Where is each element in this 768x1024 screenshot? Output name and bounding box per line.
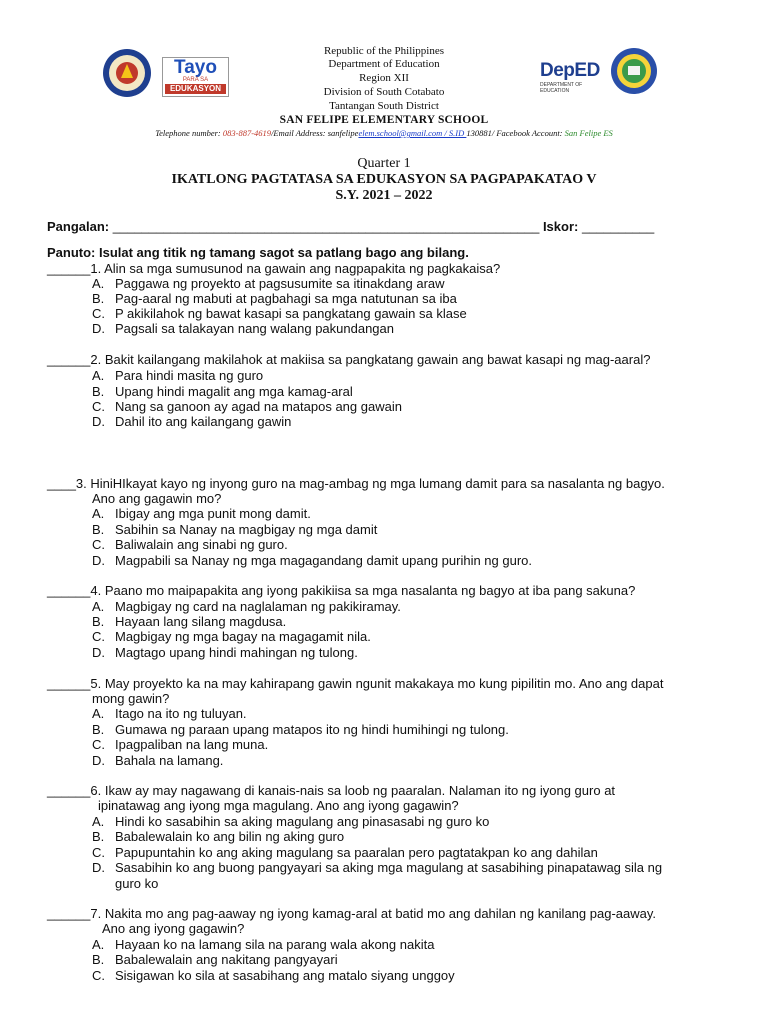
email-label: /Email Address: — [271, 128, 328, 138]
option-text: Magtago upang hindi mahingan ng tulong. — [115, 645, 358, 660]
option-letter: B. — [92, 722, 105, 737]
tayo-logo-text: Tayo — [174, 57, 217, 78]
option-letter: A. — [92, 368, 105, 383]
option-letter: D. — [92, 321, 105, 336]
option-letter: D. — [92, 860, 105, 875]
option-text: Nang sa ganoon ay agad na matapos ang gawain — [115, 399, 402, 414]
question-1: ______1. Alin sa mga sumusunod na gawain ang nagpapakita ng pagkakaisa? — [47, 261, 501, 276]
option-text: Ipagpaliban na lang muna. — [115, 737, 269, 752]
score-blank[interactable]: __________ — [581, 219, 655, 234]
telephone-number: 083-887-4619 — [222, 128, 272, 138]
q2-option-b[interactable] — [92, 384, 353, 399]
option-letter: D. — [92, 553, 105, 568]
email-prefix: sanfelipe — [327, 128, 359, 138]
option-text: P akikilahok ng bawat kasapi sa pangkatang gawain sa klase — [115, 306, 467, 321]
option-letter: C. — [92, 845, 105, 860]
question-6-continued: ipinatawag ang iyong mga magulang. Ano ang iyong gagawin? — [98, 798, 459, 813]
q4-option-d[interactable] — [92, 645, 358, 660]
option-letter: B. — [92, 384, 105, 399]
q2-option-d[interactable] — [92, 414, 291, 429]
question-7-continued: Ano ang iyong gagawin? — [102, 921, 245, 936]
school-year: S.Y. 2021 – 2022 — [335, 188, 433, 203]
option-letter: A. — [92, 506, 105, 521]
header-region: Region XII — [359, 72, 409, 84]
q6-option-a[interactable] — [92, 814, 489, 829]
q4-option-c[interactable] — [92, 629, 371, 644]
q7-option-b[interactable] — [92, 952, 338, 967]
name-blank[interactable]: ___________________________________________________________ — [112, 219, 540, 234]
question-6: ______6. Ikaw ay may nagawang di kanais-nais sa loob ng paaralan. Nalaman ito ng iyong guro at — [47, 783, 616, 798]
question-5-continued: mong gawin? — [92, 691, 170, 706]
option-text: Sabihin sa Nanay na magbigay ng mga damit — [115, 522, 378, 537]
q4-option-b[interactable] — [92, 614, 286, 629]
q6-option-d[interactable] — [92, 860, 662, 875]
facebook-label: / Facebook Account: — [491, 128, 565, 138]
email-link[interactable]: elem.school@gmail.com / S.ID — [358, 128, 467, 138]
q5-option-a[interactable] — [92, 706, 247, 721]
score-label: Iskor: — [539, 219, 582, 234]
q1-option-d[interactable] — [92, 321, 394, 336]
q2-option-a[interactable] — [92, 368, 263, 383]
option-text: Babalewalain ang nakitang pangyayari — [115, 952, 338, 967]
option-text: Baliwalain ang sinabi ng guro. — [115, 537, 288, 552]
option-letter: D. — [92, 414, 105, 429]
tayo-logo-subtext-2: EDUKASYON — [165, 84, 226, 94]
directions: Panuto: Isulat ang titik ng tamang sagot sa patlang bago ang bilang. — [47, 245, 469, 260]
q7-option-c[interactable] — [92, 968, 455, 983]
q5-option-d[interactable] — [92, 753, 223, 768]
option-letter: A. — [92, 937, 105, 952]
question-3: ____3. HiniHIkayat kayo ng inyong guro na mag-ambag ng mga lumang damit para sa nasalanta ng bagyo. — [47, 476, 665, 491]
option-letter: D. — [92, 753, 105, 768]
option-text: Sisigawan ko sila at sasabihang ang matalo siyang unggoy — [115, 968, 455, 983]
name-score-line — [47, 219, 654, 234]
q6-option-c[interactable] — [92, 845, 598, 860]
contact-line — [0, 127, 768, 140]
option-text: Paggawa ng proyekto at pagsusumite sa itinakdang araw — [115, 276, 445, 291]
header-district: Tantangan South District — [329, 100, 439, 112]
option-letter: A. — [92, 706, 105, 721]
q7-option-a[interactable] — [92, 937, 434, 952]
option-letter: C. — [92, 399, 105, 414]
question-4: ______4. Paano mo maipapakita ang iyong pakikiisa sa mga nasalanta ng bagyo at iba pang sakuna? — [47, 583, 636, 598]
school-name: SAN FELIPE ELEMENTARY SCHOOL — [279, 114, 489, 126]
option-text: Magbigay ng mga bagay na magagamit nila. — [115, 629, 371, 644]
option-letter: C. — [92, 968, 105, 983]
q5-option-b[interactable] — [92, 722, 509, 737]
option-text: Itago na ito ng tuluyan. — [115, 706, 247, 721]
question-3-continued: Ano ang gagawin mo? — [92, 491, 222, 506]
question-5: ______5. May proyekto ka na may kahirapang gawin ngunit makakaya mo kung pipilitin mo. Ano ang dapat — [47, 676, 664, 691]
option-text: Magpabili sa Nanay ng mga magagandang damit upang purihin ng guro. — [115, 553, 533, 568]
option-letter: C. — [92, 629, 105, 644]
question-2: ______2. Bakit kailangang makilahok at makiisa sa pangkatang gawain ang bawat kasapi ng mag-aaral? — [47, 352, 651, 367]
quarter-label: Quarter 1 — [357, 156, 411, 171]
option-text: Para hindi masita ng guro — [115, 368, 264, 383]
option-letter: A. — [92, 276, 105, 291]
option-letter: B. — [92, 829, 105, 844]
option-letter: A. — [92, 599, 105, 614]
option-letter: B. — [92, 522, 105, 537]
option-letter: B. — [92, 614, 105, 629]
header-division: Division of South Cotabato — [323, 86, 445, 98]
option-text: Pag-aaral ng mabuti at pagbahagi sa mga natutunan sa iba — [115, 291, 457, 306]
q6-option-b[interactable] — [92, 829, 344, 844]
option-text: Upang hindi magalit ang mga kamag-aral — [115, 384, 353, 399]
option-text: Magbigay ng card na naglalaman ng pakikiramay. — [115, 599, 401, 614]
deped-logo-text: DepED — [540, 60, 600, 81]
option-text: Hindi ko sasabihin sa aking magulang ang pinasasabi ng guro ko — [115, 814, 490, 829]
option-text: Papupuntahin ko ang aking magulang sa paaralan pero pagtatakpan ko ang dahilan — [115, 845, 598, 860]
option-letter: C. — [92, 537, 105, 552]
option-text: Gumawa ng paraan upang matapos ito ng hindi humihingi ng tulong. — [115, 722, 509, 737]
option-letter: C. — [92, 737, 105, 752]
tayo-logo-subtext: PARA SA — [182, 77, 209, 83]
name-label: Pangalan: — [47, 219, 113, 234]
q4-option-a[interactable] — [92, 599, 401, 614]
q1-option-c[interactable] — [92, 306, 467, 321]
option-text: Hayaan ko na lamang sila na parang wala akong nakita — [115, 937, 435, 952]
deped-logo-subtext: DEPARTMENT OF EDUCATION — [540, 82, 583, 94]
option-letter: C. — [92, 306, 105, 321]
q6-option-d-continued: guro ko — [115, 876, 159, 891]
exam-title: IKATLONG PAGTATASA SA EDUKASYON SA PAGPAPAKATAO V — [171, 172, 597, 187]
q3-option-c[interactable] — [92, 537, 288, 552]
option-letter: A. — [92, 814, 105, 829]
telephone-label: Telephone number: — [155, 128, 223, 138]
question-7: ______7. Nakita mo ang pag-aaway ng iyong kamag-aral at batid mo ang dahilan ng kanilang pag-aaway. — [47, 906, 656, 921]
header-republic: Republic of the Philippines — [323, 45, 445, 57]
option-text: Dahil ito ang kailangang gawin — [115, 414, 292, 429]
option-text: Sasabihin ko ang buong pangyayari sa aking mga magulang at sasabihing pinapatawag sila ng — [115, 860, 663, 875]
q3-option-a[interactable] — [92, 506, 311, 521]
facebook-account: San Felipe ES — [564, 128, 613, 138]
option-text: Babalewalain ko ang bilin ng aking guro — [115, 829, 345, 844]
option-text: Ibigay ang mga punit mong damit. — [115, 506, 311, 521]
school-id: 130881 — [466, 128, 492, 138]
option-text: Pagsali sa talakayan nang walang pakundangan — [115, 321, 394, 336]
option-text: Hayaan lang silang magdusa. — [115, 614, 287, 629]
option-letter: B. — [92, 291, 105, 306]
q2-option-c[interactable] — [92, 399, 402, 414]
option-letter: D. — [92, 645, 105, 660]
q3-option-d[interactable] — [92, 553, 532, 568]
q1-option-a[interactable] — [92, 276, 445, 291]
header-department: Department of Education — [328, 58, 440, 70]
option-text: Bahala na lamang. — [115, 753, 224, 768]
q5-option-c[interactable] — [92, 737, 268, 752]
q3-option-b[interactable] — [92, 522, 377, 537]
option-letter: B. — [92, 952, 105, 967]
q1-option-b[interactable] — [92, 291, 457, 306]
